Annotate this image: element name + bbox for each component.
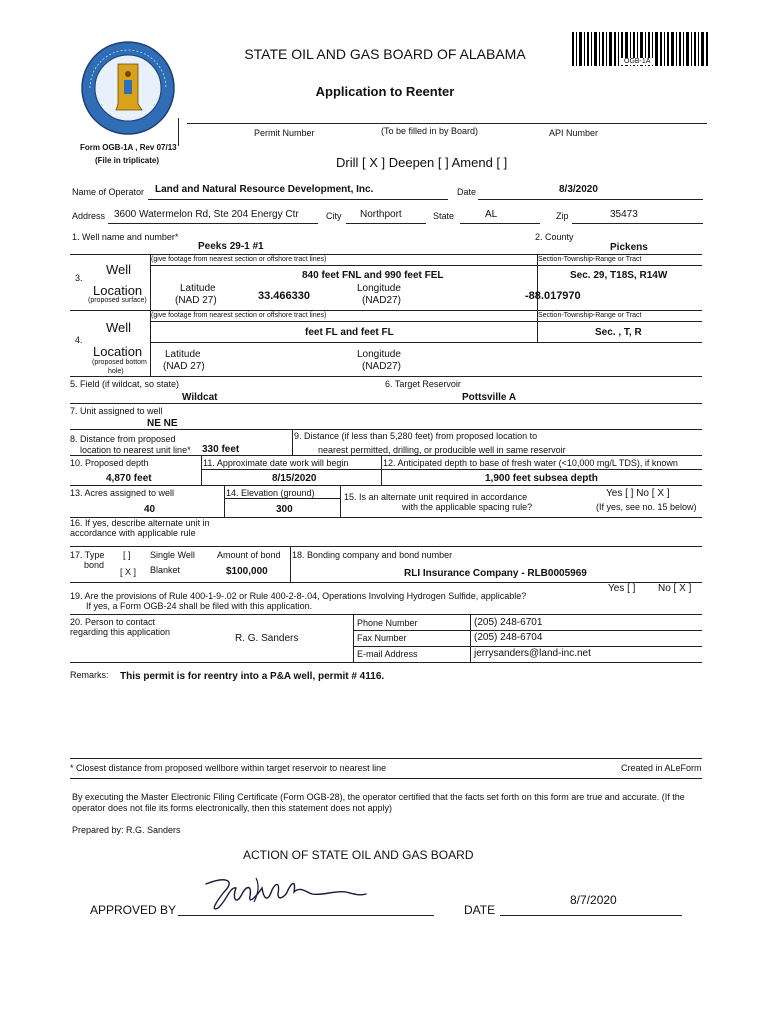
str-label: Section-Township-Range or Tract xyxy=(538,256,642,263)
q19-line-1: 19. Are the provisions of Rule 400-1-9-.02 or Rule 400-2-8-.04, Operations Involving Hydrogen Sulfide, applicable? xyxy=(70,591,527,601)
bonding-company: RLI Insurance Company - RLB0005969 xyxy=(404,568,587,579)
depth-label: 10. Proposed depth xyxy=(70,458,149,468)
footage-note-2: (give footage from nearest section or offshore tract lines) xyxy=(151,312,327,319)
prepared-by: Prepared by: R.G. Sanders xyxy=(72,825,181,835)
elevation-label: 14. Elevation (ground) xyxy=(226,488,315,498)
nad27-lat: (NAD 27) xyxy=(175,295,217,306)
email-value: jerrysanders@land-inc.net xyxy=(474,648,591,659)
contact-name: R. G. Sanders xyxy=(235,633,299,644)
bottom-footage: feet FL and feet FL xyxy=(305,327,394,338)
drill-deepen-amend: Drill [ X ] Deepen [ ] Amend [ ] xyxy=(336,155,508,170)
single-well-label: Single Well xyxy=(150,550,195,560)
item-3: 3. xyxy=(75,273,83,283)
bond-word: bond xyxy=(84,560,105,570)
operator-name: Land and Natural Resource Development, Inc. xyxy=(155,184,374,195)
zip-label: Zip xyxy=(556,211,569,221)
nad27-lat-2: (NAD 27) xyxy=(163,361,205,372)
closest-note: * Closest distance from proposed wellbore within target reservoir to nearest line xyxy=(70,763,387,773)
file-note: (File in triplicate) xyxy=(95,156,160,165)
distance-label-2: location to nearest unit line* xyxy=(80,445,191,455)
date-signed-label: DATE xyxy=(464,903,496,917)
surface-footage: 840 feet FNL and 990 feet FEL xyxy=(302,270,444,281)
dist9-label-2: nearest permitted, drilling, or producible well in same reservoir xyxy=(318,445,566,455)
approved-date: 8/7/2020 xyxy=(570,893,617,907)
blanket-label: Blanket xyxy=(150,565,181,575)
form-subtitle: Application to Reenter xyxy=(315,84,455,99)
acres-value: 40 xyxy=(144,504,156,515)
city-label: City xyxy=(326,211,342,221)
action-heading: ACTION OF STATE OIL AND GAS BOARD xyxy=(243,848,474,862)
date-work-label: 11. Approximate date work will begin xyxy=(203,458,349,468)
operator-address: 3600 Watermelon Rd, Ste 204 Energy Ctr xyxy=(114,209,299,220)
bond-amount-label: Amount of bond xyxy=(217,550,281,560)
field-label: 5. Field (if wildcat, so state) xyxy=(70,379,180,389)
date-work-value: 8/15/2020 xyxy=(272,473,317,484)
alternate-note: (If yes, see no. 15 below) xyxy=(596,502,697,512)
well-word: Well xyxy=(106,262,132,277)
q19-yes: Yes [ ] xyxy=(608,583,636,594)
barcode-text: OGB-1A xyxy=(620,58,654,65)
depth-value: 4,870 feet xyxy=(106,473,152,484)
q16-label-1: 16. If yes, describe alternate unit in xyxy=(70,518,210,528)
form-id: Form OGB-1A , Rev 07/13 xyxy=(80,143,177,152)
nad27-lon-2: (NAD27) xyxy=(362,361,401,372)
email-label: E-mail Address xyxy=(357,649,418,659)
signature xyxy=(196,872,396,916)
operator-zip: 35473 xyxy=(610,209,638,220)
str-label-2: Section-Township-Range or Tract xyxy=(538,312,642,319)
operator-city: Northport xyxy=(360,209,402,220)
q16-label-2: accordance with applicable rule xyxy=(70,528,196,538)
page-title: STATE OIL AND GAS BOARD OF ALABAMA xyxy=(244,46,526,62)
fax-value: (205) 248-6704 xyxy=(474,632,543,643)
longitude-label: Longitude xyxy=(357,283,401,294)
date-label: Date xyxy=(457,187,477,197)
alternate-yes-no: Yes [ ] No [ X ] xyxy=(606,488,670,499)
item-4: 4. xyxy=(75,335,83,345)
api-number-label: API Number xyxy=(549,128,599,138)
county: Pickens xyxy=(610,242,648,253)
unit-label: 7. Unit assigned to well xyxy=(70,406,163,416)
reservoir-label: 6. Target Reservoir xyxy=(385,379,461,389)
fresh-water-value: 1,900 feet subsea depth xyxy=(485,473,598,484)
blanket-checkbox[interactable]: [ X ] xyxy=(120,567,137,577)
q19-no: No [ X ] xyxy=(658,583,692,594)
latitude-label: Latitude xyxy=(180,283,216,294)
well-name-label: 1. Well name and number* xyxy=(72,232,179,242)
location-word-2: Location xyxy=(93,344,143,359)
hole-label: hole) xyxy=(108,368,124,375)
elevation-value: 300 xyxy=(276,504,293,515)
bottom-str: Sec. , T, R xyxy=(595,327,642,338)
proposed-bottom: (proposed bottom xyxy=(92,359,147,366)
longitude-value: -88.017970 xyxy=(525,290,581,302)
reservoir-value: Pottsville A xyxy=(462,392,517,403)
distance-label-1: 8. Distance from proposed xyxy=(70,434,176,444)
field-value: Wildcat xyxy=(182,392,218,403)
permit-number-label: Permit Number xyxy=(254,128,315,138)
proposed-surface: (proposed surface) xyxy=(88,297,147,304)
alternate-label-2: with the applicable spacing rule? xyxy=(402,502,533,512)
cert-line-2: operator does not file its forms electronically, then this statement does not apply) xyxy=(72,803,392,813)
q19-line-2: If yes, a Form OGB-24 shall be filed with this application. xyxy=(86,601,313,611)
state-label: State xyxy=(433,211,455,221)
well-word-2: Well xyxy=(106,320,132,335)
phone-label: Phone Number xyxy=(357,618,418,628)
latitude-label-2: Latitude xyxy=(165,349,201,360)
address-label: Address xyxy=(72,211,106,221)
operator-state: AL xyxy=(485,209,498,220)
bond-type-label: 17. Type xyxy=(70,550,105,560)
longitude-label-2: Longitude xyxy=(357,349,401,360)
application-date: 8/3/2020 xyxy=(559,184,598,195)
fresh-water-label: 12. Anticipated depth to base of fresh water (<10,000 mg/L TDS), if known xyxy=(383,458,678,468)
nad27-lon: (NAD27) xyxy=(362,295,401,306)
well-name: Peeks 29-1 #1 xyxy=(198,241,264,252)
surface-str: Sec. 29, T18S, R14W xyxy=(570,270,668,281)
dist9-label-1: 9. Distance (if less than 5,280 feet) from proposed location to xyxy=(294,431,538,441)
distance-value: 330 feet xyxy=(202,444,240,455)
alternate-label-1: 15. Is an alternate unit required in accordance xyxy=(344,492,528,502)
board-note: (To be filled in by Board) xyxy=(381,126,479,136)
county-label: 2. County xyxy=(535,232,574,242)
remarks-text: This permit is for reentry into a P&A well, permit # 4116. xyxy=(120,671,385,682)
approved-by-label: APPROVED BY xyxy=(90,903,177,917)
bonding-company-label: 18. Bonding company and bond number xyxy=(292,550,453,560)
contact-label-2: regarding this application xyxy=(70,627,171,637)
acres-label: 13. Acres assigned to well xyxy=(70,488,175,498)
footage-note: (give footage from nearest section or offshore tract lines) xyxy=(151,256,327,263)
created-note: Created in ALeForm xyxy=(621,763,702,773)
unit-value: NE NE xyxy=(147,418,178,429)
phone-value: (205) 248-6701 xyxy=(474,617,543,628)
single-well-checkbox[interactable]: [ ] xyxy=(123,550,131,560)
latitude-value: 33.466330 xyxy=(258,290,310,302)
contact-label-1: 20. Person to contact xyxy=(70,617,156,627)
cert-line-1: By executing the Master Electronic Filing Certificate (Form OGB-28), the operator certified that the facts set forth on this form are true and accurate. (If the xyxy=(72,792,685,802)
operator-name-label: Name of Operator xyxy=(72,187,145,197)
bond-amount: $100,000 xyxy=(226,566,268,577)
fax-label: Fax Number xyxy=(357,633,407,643)
location-word: Location xyxy=(93,283,143,298)
remarks-label: Remarks: xyxy=(70,670,109,680)
